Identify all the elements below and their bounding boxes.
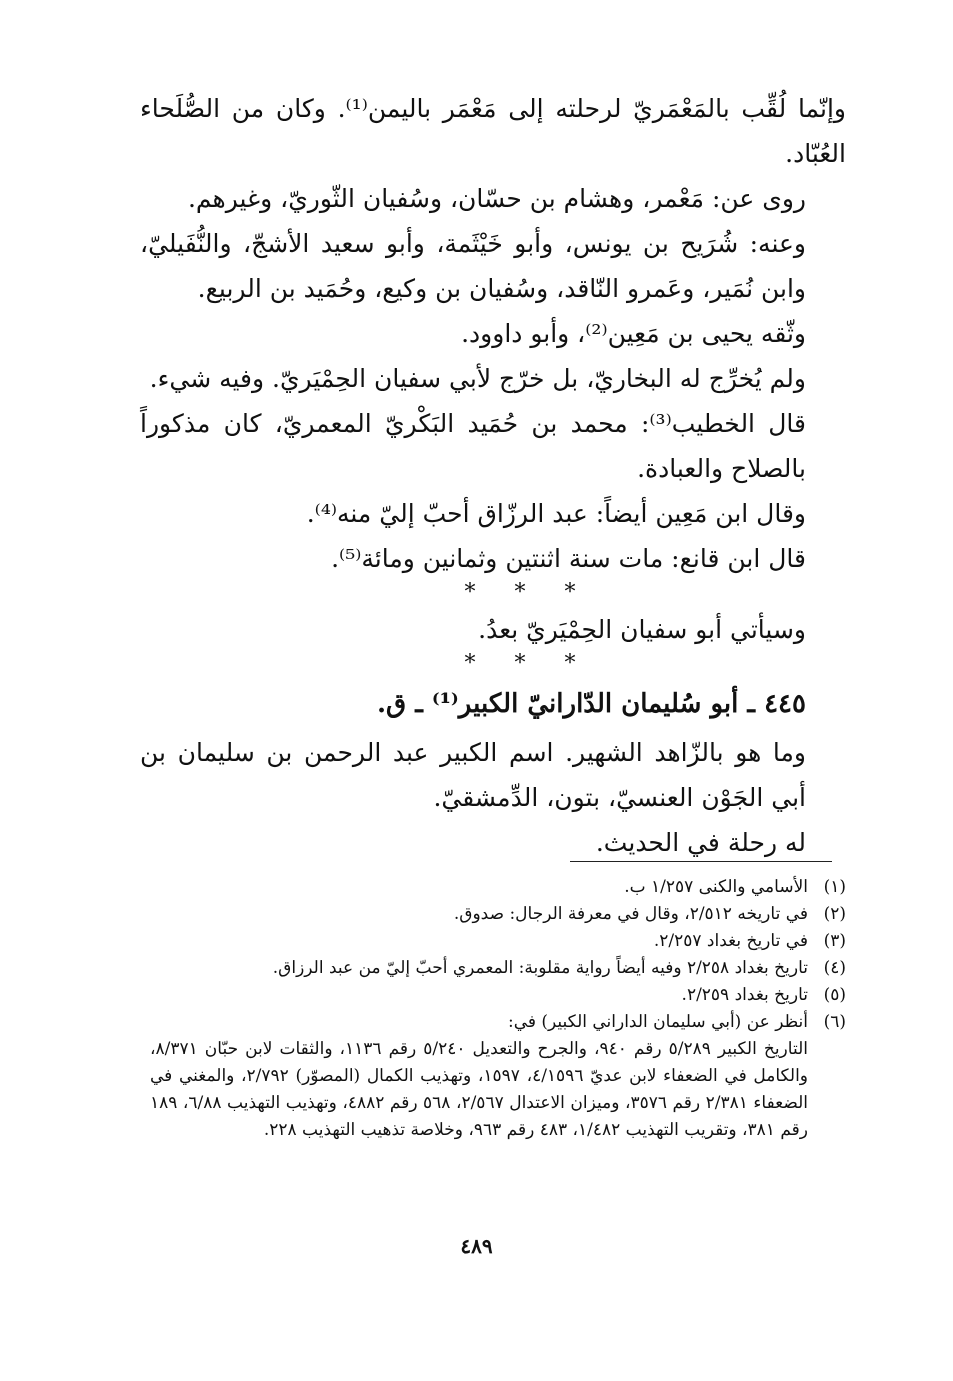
- footnote-number: (٢): [823, 904, 846, 924]
- footnotes: [150, 874, 846, 1144]
- footnote: [150, 982, 846, 1009]
- section-separator: * * *: [464, 580, 592, 605]
- footnote-text: الأسامي والكنى ١/٢٥٧ ب.: [624, 877, 808, 897]
- entry-heading: ٤٤٥ ـ أبو سُليمان الدّارانيّ الكبير⁽¹⁾ ـ ق.: [376, 689, 806, 719]
- footnote: [150, 901, 846, 928]
- paragraph: ولم يُخرِّج له البخاريّ، بل خرّج لأبي سفيان الحِمْيَريّ. وفيه شيء.: [149, 364, 806, 393]
- footnote: [150, 874, 846, 901]
- footnote-number: (٦): [823, 1012, 846, 1032]
- footnote-number: (٥): [823, 985, 846, 1005]
- paragraph: قال ابن قانع: مات سنة اثنتين وثمانين ومائة⁽⁵⁾.: [331, 544, 806, 573]
- paragraph: وثّقه يحيى بن مَعِين⁽²⁾، وأبو داوود.: [461, 319, 806, 348]
- section-separator: * * *: [464, 651, 592, 676]
- footnote-number: (١): [823, 877, 846, 897]
- page-number: ٤٨٩: [460, 1234, 493, 1258]
- paragraph: وما هو بالزّاهد الشهير. اسم الكبير عبد الرحمن بن سليمان بن أبي الجَوْن العنسيّ، بتون، الدِّمشقيّ.: [140, 738, 806, 812]
- footnote-text: أنظر عن (أبي سليمان الداراني الكبير) في:: [507, 1012, 808, 1032]
- footnote-number: (٤): [823, 958, 846, 978]
- footnote-text: في تاريخ بغداد ٢/٢٥٧.: [653, 931, 808, 951]
- footnote-text: تاريخ بغداد ٢/٢٥٨ وفيه أيضاً رواية مقلوبة: المعمري أحبّ إليّ من عبد الرزاق.: [272, 958, 808, 978]
- paragraph: وقال ابن مَعِين أيضاً: عبد الرزّاق أحبّ إليّ منه⁽⁴⁾.: [306, 499, 806, 528]
- main-text: [140, 86, 846, 865]
- footnote-continuation: التاريخ الكبير ٥/٢٨٩ رقم ٩٤٠، والجرح والتعديل ٥/٢٤٠ رقم ١١٣٦، والثقات لابن حبّان ٨/٣٧١، والكامل في الضعفاء لابن عديّ ٤/١٥٩٦، ١٥٩٧، وتهذيب الكمال (المصوّر) ٢/٧٩٢، والمغني في الضعفاء ٢/٣٨١ رقم ٣٥٧٦، وميزان الاعتدال ٢/٥٦٧، ٥٦٨ رقم ٤٨٨٢، وتهذيب التهذيب ٦/٨٨، ١٨٩ رقم ٣٨١، وتقريب التهذيب ١/٤٨٢، ٤٨٣ رقم ٩٦٣، وخلاصة تذهيب التهذيب ٢٢٨.: [150, 1039, 809, 1140]
- footnote-divider: [570, 861, 832, 862]
- paragraph: وإنّما لُقِّب بالمَعْمَريّ لرحلته إلى مَعْمَر باليمن⁽¹⁾. وكان من الصُّلَحاء العُبّاد.: [140, 94, 846, 168]
- footnote-number: (٣): [823, 931, 846, 951]
- paragraph: وعنه: شُرَيح بن يونس، وأبو خَيْثَمة، وأبو سعيد الأشجّ، والنُّفَيليّ، وابن نُمَير، وعَمرو النّاقد، وسُفيان بن وكيع، وحُمَيد بن الربيع.: [140, 229, 806, 303]
- paragraph: روى عن: مَعْمر، وهشام بن حسّان، وسُفيان الثّوريّ، وغيرهم.: [187, 184, 806, 213]
- footnote: [150, 928, 846, 955]
- paragraph: له رحلة في الحديث.: [595, 828, 806, 857]
- footnote-text: في تاريخه ٢/٥١٢، وقال في معرفة الرجال: صدوق.: [453, 904, 808, 924]
- footnote: [150, 1009, 846, 1036]
- paragraph: وسيأتي أبو سفيان الحِمْيَريّ بعدُ.: [478, 615, 806, 644]
- footnote-text: تاريخ بغداد ٢/٢٥٩.: [681, 985, 808, 1005]
- paragraph: قال الخطيب⁽³⁾: محمد بن حُمَيد البَكْريّ المعمريّ، كان مذكوراً بالصلاح والعبادة.: [140, 409, 806, 483]
- footnote: [150, 955, 846, 982]
